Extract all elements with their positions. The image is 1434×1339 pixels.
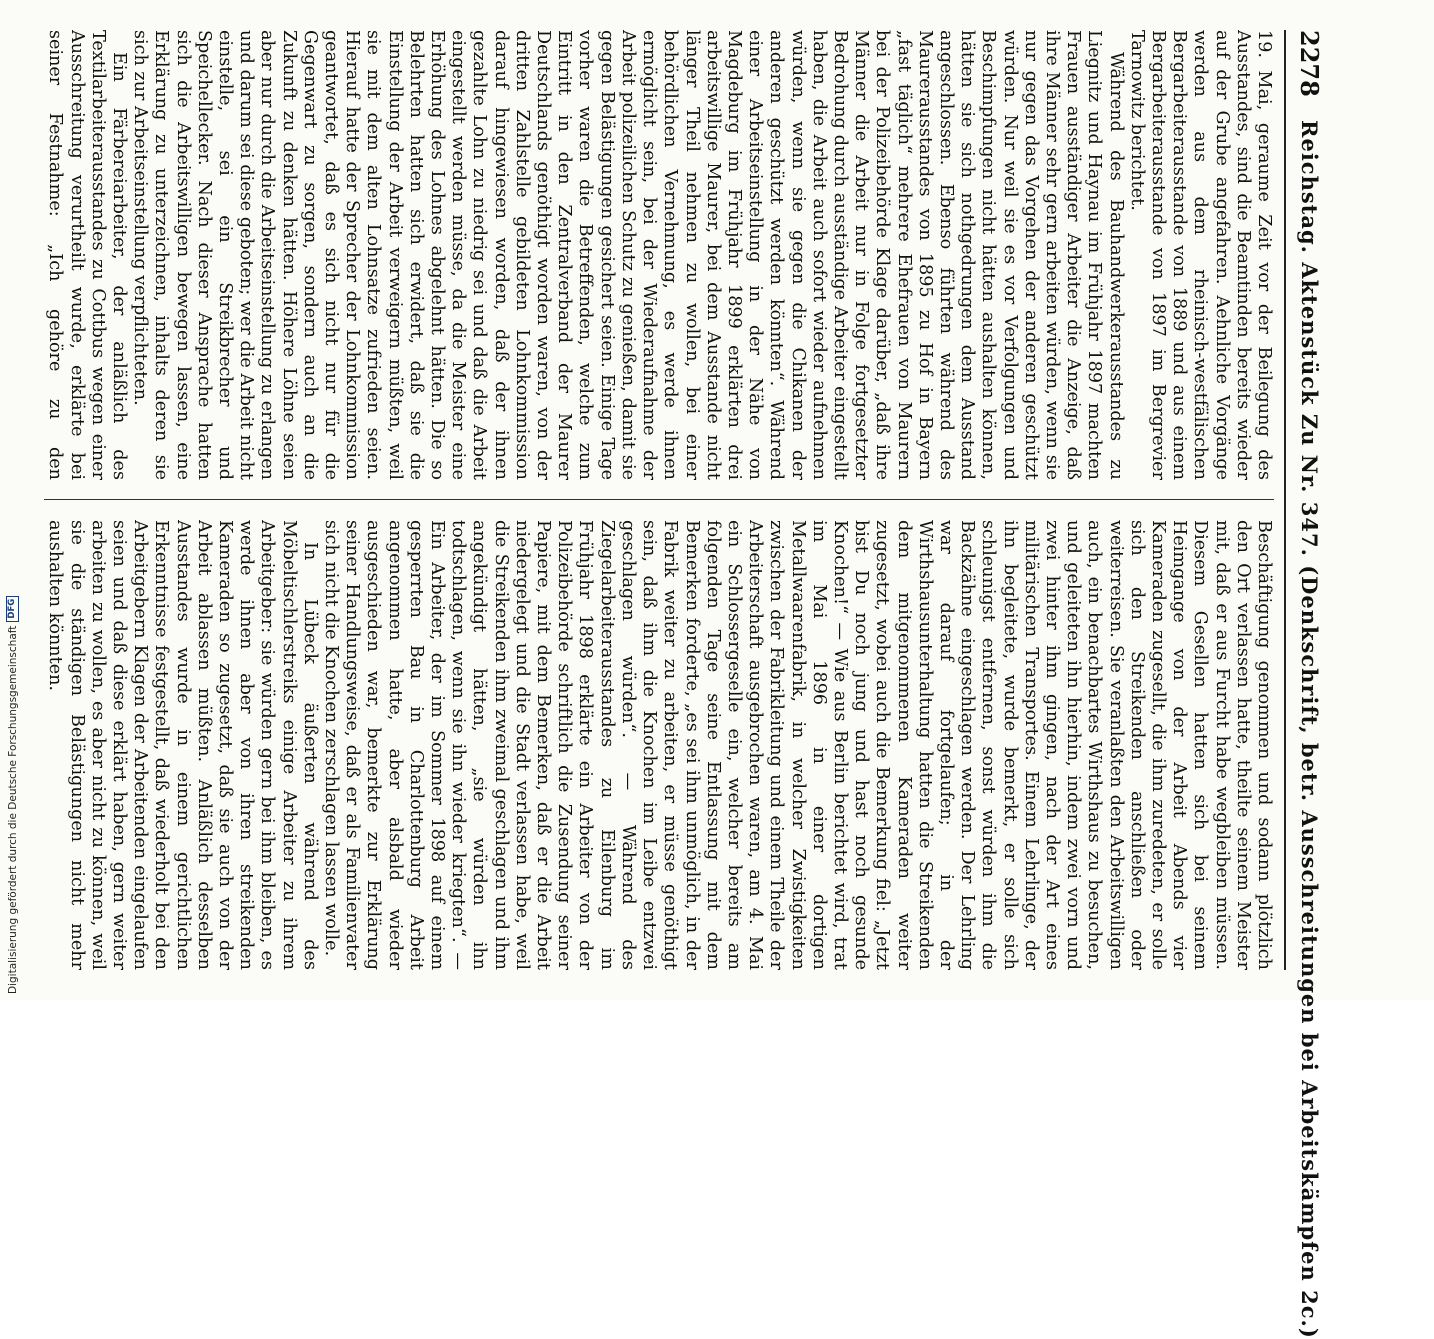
text-column-right xyxy=(44,520,1274,970)
page-number: 2278 xyxy=(1295,30,1324,97)
paragraph: Ein Färbereiarbeiter, der anläßlich des Textilarbeiterausstandes zu Cottbus wegen einer Ausschreitung verurtheilt wurde, erklärte bei seiner Festnahme: „Ich gehöre zu den xyxy=(44,30,129,480)
rotated-document-page xyxy=(40,30,1330,970)
column-divider xyxy=(44,499,1274,500)
paragraph: Während des Bauhandwerkerausstandes zu Liegnitz und Haynau im Frühjahr 1897 machten Frauen ausständiger Arbeiter die Anzeige, daß ihre Männer sehr gern arbeiten würden, wenn sie nur gegen das Vorgehen der anderen geschützt würden. Nur weil sie es vor Verfolgungen und Beschimpfungen nicht hätten aushalten können, hätten sie sich nothgedrungen dem Ausstand angeschlossen. Ebenso führten während des Maurerausstandes von 1895 zu Hof in Bayern „fast täglich“ mehrere Ehefrauen von Maurern bei der Polizeibehörde Klage darüber, „daß ihre Männer die Arbeit nur in Folge fortgesetzter Bedrohung durch ausständige Arbeiter eingestellt haben, die Arbeit auch sofort wieder aufnehmen würden, wenn sie gegen die Chikanen der anderen geschützt werden könnten“. Während einer Arbeitseinstellung in der Nähe von Magdeburg im Frühjahr 1899 erklärten drei arbeitswillige Maurer, bei dem Ausstande nicht länger Theil nehmen zu wollen, bei einer behördlichen Vernehmung, es werde ihnen ermöglicht sein, bei der Wiederaufnahme der Arbeit polizeilichen Schutz zu genießen, damit sie gegen Belästigungen gesichert seien. Einige Tage vorher waren die Betreffenden, welche zum Eintritt in den Zentralverband der Maurer Deutschlands genöthigt worden waren, von der dritten Zahlstelle gebildeten Lohnkommission darauf hingewiesen worden, daß der ihnen gezahlte Lohn zu niedrig sei und daß die Arbeit eingestellt werden müsse, da die Meister eine Erhöhung des Lohnes abgelehnt hätten. Die so Belehrten hatten sich erwidert, daß sie die Einstellung der Arbeit verweigern müßten, weil sie mit dem alten Lohnsatze zufrieden seien. Hierauf hatte der Sprecher der Lohnkommission geantwortet, daß es sich nicht nur für die Gegenwart zu sorgen, sondern auch an die Zukunft zu denken hätten. Höhere Löhne seien aber nur durch die Arbeitseinstellung zu erlangen und darum sei diese geboten; wer die Arbeit nicht einstelle, sei ein Streikbrecher und Speichellecker. Nach dieser Ansprache hatten sich die Arbeitswilligen bewegen lassen, eine Erklärung zu unterzeichnen, inhalts deren sie sich zur Arbeitseinstellung verpflichteten. xyxy=(129,30,1126,480)
running-title: Reichstag. Aktenstück Zu Nr. 347. (Denkschrift, betr. Ausschreitungen bei Arbeitskämpfen 2c.) xyxy=(1297,120,1322,970)
page-header xyxy=(1284,30,1330,970)
text-column-left xyxy=(44,30,1274,480)
paragraph: In Lübeck äußerten während des Möbeltischlerstreiks einige Arbeiter zu ihrem Arbeitgeber: sie würden gern bei ihm bleiben, es werde ihnen aber von ihren streikenden Kameraden so zugesetzt, daß sie auch von der Arbeit ablassen müßten. Anläßlich desselben Ausstandes wurde in einem gerichtlichen Erkenntnisse festgestellt, daß wiederholt bei den Arbeitgebern Klagen der Arbeitenden eingelaufen seien und daß diese erklärt haben, gern weiter arbeiten zu wollen, es aber nicht zu können, weil sie die ständigen Belästigungen nicht mehr aushalten könnten. xyxy=(44,520,320,970)
paragraph: Beschäftigung genommen und sodann plötzlich den Ort verlassen hatte, theilte seinem Meister mit, daß er aus Furcht habe wegbleiben müssen. Diesem Gesellen hatten sich bei seinem Heimgange von der Arbeit Abends vier Kameraden zugesellt, die ihm zuredeten, er solle sich den Streikenden anschließen oder weiterreisen. Sie veranlaßten den Arbeitswilligen auch, ein benachbartes Wirthshaus zu besuchen, und geleiteten ihn hierhin, indem zwei vorn und zwei hinter ihm gingen, nach der Art eines militärischen Transportes. Einem Lehrlinge, der ihn begleitete, wurde bemerkt, er solle sich schleunigst entfernen, sonst würden ihm die Backzähne eingeschlagen werden. Der Lehrling war darauf fortgelaufen; in der Wirthshausunterhaltung hatten die Streikenden dem mitgenommenen Kameraden weiter zugesetzt, wobei auch die Bemerkung fiel: „Jetzt bist Du noch jung und hast noch gesunde Knochen!“ — Wie aus Berlin berichtet wird, trat im Mai 1896 in einer dortigen Metallwaarenfabrik, in welcher Zwistigkeiten zwischen der Fabrikleitung und einem Theile der Arbeiterschaft ausgebrochen waren, am 4. Mai ein Schlossergeselle ein, welcher bereits am folgenden Tage seine Entlassung mit dem Bemerken forderte, „es sei ihm unmöglich, in der Fabrik weiter zu arbeiten, er müsse genöthigt sein, daß ihm die Knochen im Leibe entzwei geschlagen würden“. — Während des Ziegelarbeiterausstandes zu Eilenburg im Frühjahr 1898 erklärte ein Arbeiter von der Polizeibehörde schriftlich die Zusendung seiner Papiere, mit dem Bemerken, daß er die Arbeit niedergelegt und die Stadt verlassen habe, weil die Streikenden ihm zweimal geschlagen und ihm angekündigt hätten, „sie würden ihn todtschlagen, wenn sie ihn wieder kriegten“. — Ein Arbeiter, der im Sommer 1898 auf einem gesperrten Bau in Charlottenburg Arbeit angenommen hatte, aber alsbald wieder ausgeschieden war, bemerkte zur Erklärung seiner Handlungsweise, daß er als Familienvater sich nicht die Knochen zerschlagen lassen wolle. xyxy=(320,520,1274,970)
paragraph: 19. Mai, geraume Zeit vor der Beilegung des Ausstandes, sind die Beamtinden bereits wieder auf der Grube angefahren. Aehnliche Vorgänge werden aus dem rheinisch-westfälischen Bergarbeiterausstande von 1889 und aus einem Bergarbeiterausstande von 1897 im Bergrevier Tarnowitz berichtet. xyxy=(1126,30,1274,480)
dfg-logo: DFG xyxy=(6,596,19,622)
credit-text: Digitalisierung gefördert durch die Deutsche Forschungsgemeinschaft xyxy=(7,626,19,994)
digitization-credit xyxy=(6,596,19,994)
